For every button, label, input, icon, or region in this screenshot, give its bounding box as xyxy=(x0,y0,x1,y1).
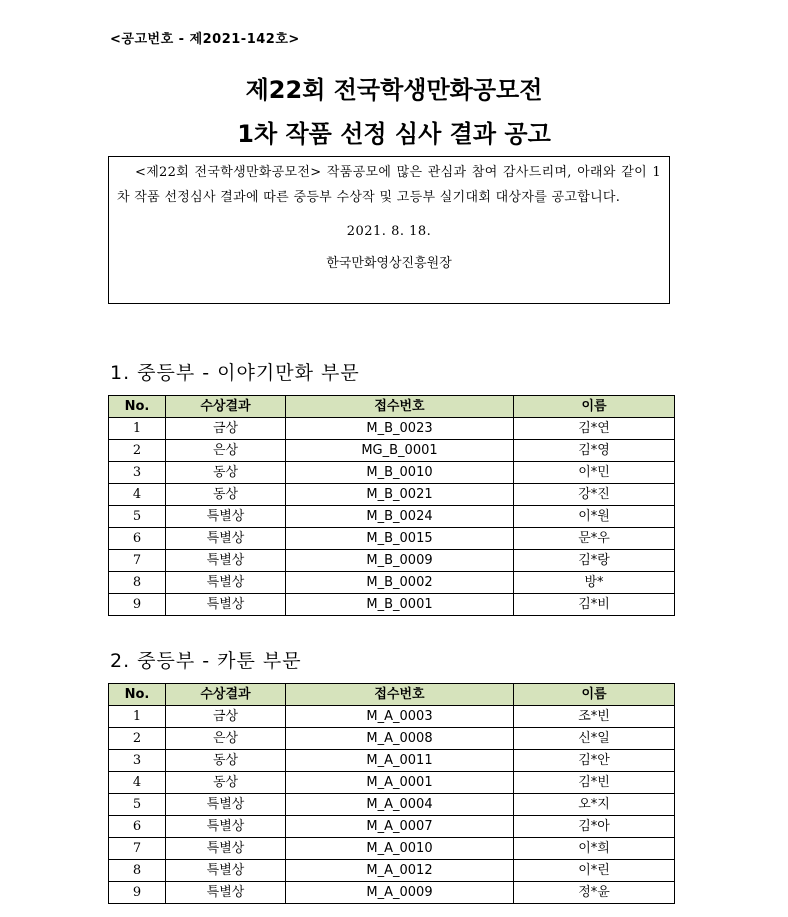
name-cell: 김*영 xyxy=(514,440,675,462)
results-table-cartoon xyxy=(108,683,675,904)
rank-cell: 4 xyxy=(109,772,166,794)
name-cell: 김*안 xyxy=(514,750,675,772)
name-cell: 김*랑 xyxy=(514,550,675,572)
table-row xyxy=(109,528,675,550)
award-cell: 특별상 xyxy=(166,572,286,594)
entry-code-cell: M_A_0009 xyxy=(286,882,514,904)
name-cell: 신*일 xyxy=(514,728,675,750)
award-cell: 특별상 xyxy=(166,794,286,816)
name-cell: 김*연 xyxy=(514,418,675,440)
table-row xyxy=(109,484,675,506)
rank-cell: 8 xyxy=(109,860,166,882)
rank-cell: 7 xyxy=(109,550,166,572)
header-award: 수상결과 xyxy=(166,396,286,418)
entry-code-cell: MG_B_0001 xyxy=(286,440,514,462)
name-cell: 오*지 xyxy=(514,794,675,816)
rank-cell: 6 xyxy=(109,528,166,550)
notice-number: <공고번호 - 제2021-142호> xyxy=(110,32,300,47)
page-subtitle: 1차 작품 선정 심사 결과 공고 xyxy=(237,120,551,148)
header-name: 이름 xyxy=(514,396,675,418)
name-cell: 김*비 xyxy=(514,594,675,616)
rank-cell: 7 xyxy=(109,838,166,860)
table-row xyxy=(109,794,675,816)
rank-cell: 1 xyxy=(109,706,166,728)
award-cell: 특별상 xyxy=(166,838,286,860)
header-award: 수상결과 xyxy=(166,684,286,706)
header-no: No. xyxy=(109,396,166,418)
table-row xyxy=(109,706,675,728)
intro-text: <제22회 전국학생만화공모전> 작품공모에 많은 관심과 참여 감사드리며, 아래와 같이 1차 작품 선정심사 결과에 따른 중등부 수상작 및 고등부 실기대회 대상자를 공고합니다. xyxy=(117,165,661,205)
header-no: No. xyxy=(109,684,166,706)
award-cell: 특별상 xyxy=(166,528,286,550)
table-row xyxy=(109,750,675,772)
award-cell: 동상 xyxy=(166,750,286,772)
rank-cell: 9 xyxy=(109,882,166,904)
entry-code-cell: M_A_0008 xyxy=(286,728,514,750)
name-cell: 정*윤 xyxy=(514,882,675,904)
table-header-row xyxy=(109,396,675,418)
rank-cell: 5 xyxy=(109,794,166,816)
award-cell: 동상 xyxy=(166,484,286,506)
award-cell: 동상 xyxy=(166,462,286,484)
name-cell: 이*린 xyxy=(514,860,675,882)
award-cell: 금상 xyxy=(166,706,286,728)
rank-cell: 4 xyxy=(109,484,166,506)
issuing-organization: 한국만화영상진흥원장 xyxy=(326,256,452,271)
entry-code-cell: M_B_0002 xyxy=(286,572,514,594)
table-row xyxy=(109,550,675,572)
award-cell: 특별상 xyxy=(166,506,286,528)
entry-code-cell: M_A_0003 xyxy=(286,706,514,728)
entry-code-cell: M_B_0009 xyxy=(286,550,514,572)
entry-code-cell: M_B_0021 xyxy=(286,484,514,506)
entry-code-cell: M_A_0001 xyxy=(286,772,514,794)
table-row xyxy=(109,418,675,440)
award-cell: 특별상 xyxy=(166,860,286,882)
entry-code-cell: M_B_0001 xyxy=(286,594,514,616)
table-row xyxy=(109,462,675,484)
table-row xyxy=(109,838,675,860)
table-row xyxy=(109,860,675,882)
award-cell: 은상 xyxy=(166,440,286,462)
award-cell: 특별상 xyxy=(166,594,286,616)
table-row xyxy=(109,572,675,594)
table-row xyxy=(109,772,675,794)
name-cell: 김*빈 xyxy=(514,772,675,794)
table-row xyxy=(109,506,675,528)
entry-code-cell: M_B_0010 xyxy=(286,462,514,484)
table-row xyxy=(109,728,675,750)
entry-code-cell: M_B_0024 xyxy=(286,506,514,528)
header-code: 접수번호 xyxy=(286,684,514,706)
table-row xyxy=(109,594,675,616)
entry-code-cell: M_B_0015 xyxy=(286,528,514,550)
name-cell: 문*우 xyxy=(514,528,675,550)
name-cell: 방* xyxy=(514,572,675,594)
section-heading-story-comics: 1. 중등부 - 이야기만화 부문 xyxy=(110,362,360,384)
entry-code-cell: M_B_0023 xyxy=(286,418,514,440)
award-cell: 금상 xyxy=(166,418,286,440)
name-cell: 조*빈 xyxy=(514,706,675,728)
rank-cell: 5 xyxy=(109,506,166,528)
table-header-row xyxy=(109,684,675,706)
intro-box xyxy=(108,156,670,304)
rank-cell: 3 xyxy=(109,462,166,484)
results-table-story-comics xyxy=(108,395,675,616)
award-cell: 특별상 xyxy=(166,882,286,904)
section-heading-cartoon: 2. 중등부 - 카툰 부문 xyxy=(110,650,302,672)
award-cell: 특별상 xyxy=(166,816,286,838)
entry-code-cell: M_A_0004 xyxy=(286,794,514,816)
name-cell: 이*희 xyxy=(514,838,675,860)
rank-cell: 9 xyxy=(109,594,166,616)
table-row xyxy=(109,440,675,462)
entry-code-cell: M_A_0011 xyxy=(286,750,514,772)
name-cell: 강*진 xyxy=(514,484,675,506)
table-row xyxy=(109,882,675,904)
award-cell: 은상 xyxy=(166,728,286,750)
entry-code-cell: M_A_0012 xyxy=(286,860,514,882)
name-cell: 김*아 xyxy=(514,816,675,838)
rank-cell: 3 xyxy=(109,750,166,772)
rank-cell: 2 xyxy=(109,728,166,750)
header-name: 이름 xyxy=(514,684,675,706)
name-cell: 이*민 xyxy=(514,462,675,484)
entry-code-cell: M_A_0010 xyxy=(286,838,514,860)
name-cell: 이*원 xyxy=(514,506,675,528)
rank-cell: 6 xyxy=(109,816,166,838)
header-code: 접수번호 xyxy=(286,396,514,418)
award-cell: 동상 xyxy=(166,772,286,794)
rank-cell: 1 xyxy=(109,418,166,440)
announcement-date: 2021. 8. 18. xyxy=(346,224,432,239)
page-title: 제22회 전국학생만화공모전 xyxy=(245,76,543,104)
award-cell: 특별상 xyxy=(166,550,286,572)
rank-cell: 8 xyxy=(109,572,166,594)
rank-cell: 2 xyxy=(109,440,166,462)
entry-code-cell: M_A_0007 xyxy=(286,816,514,838)
table-row xyxy=(109,816,675,838)
